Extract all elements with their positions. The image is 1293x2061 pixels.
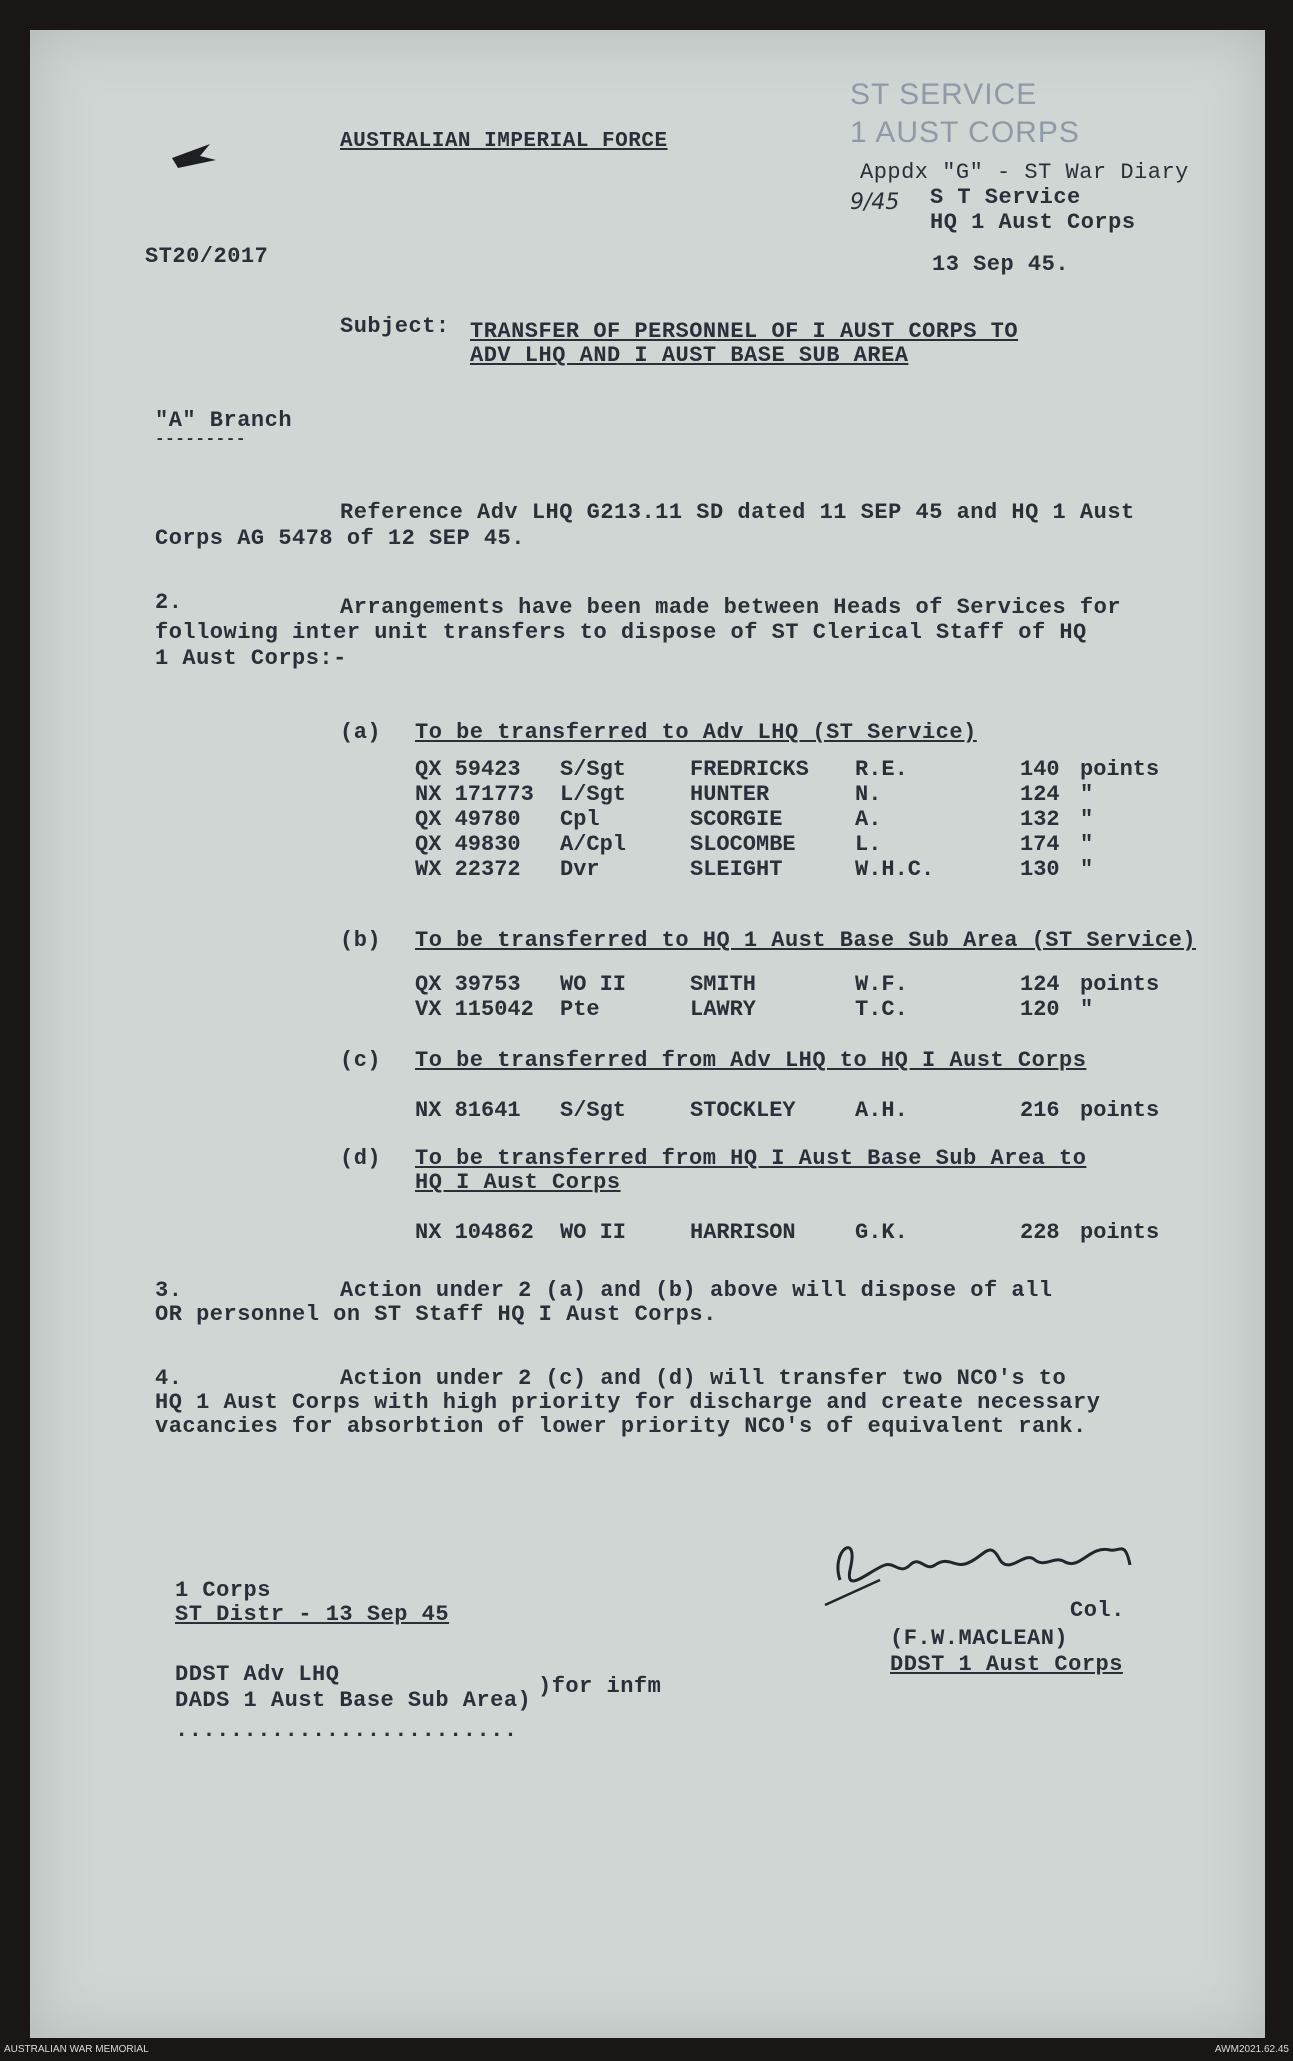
signatory-title: DDST 1 Aust Corps	[890, 1652, 1123, 1677]
subject-line-2: ADV LHQ AND I AUST BASE SUB AREA	[470, 343, 909, 368]
section-d-title-2: HQ I Aust Corps	[415, 1170, 621, 1195]
section-d-table	[415, 1220, 1159, 1245]
para1-line-2: Corps AG 5478 of 12 SEP 45.	[155, 526, 525, 551]
distribution-brace: )for infm	[538, 1674, 662, 1699]
para4-line-1: Action under 2 (c) and (d) will transfer two NCO's to	[340, 1366, 1067, 1391]
para3-line-2: OR personnel on ST Staff HQ I Aust Corps.	[155, 1302, 717, 1327]
section-d-title: To be transferred from HQ I Aust Base Sub Area to	[415, 1146, 1087, 1171]
para3-number: 3.	[155, 1278, 183, 1303]
branch-title: "A" Branch	[155, 408, 293, 433]
section-c-title: To be transferred from Adv LHQ to HQ I Aust Corps	[415, 1048, 1087, 1073]
section-d-label: (d)	[340, 1146, 382, 1171]
branch-underline: ---------	[155, 430, 246, 448]
table-row: NX 104862 WO II HARRISON G.K. 228 points	[415, 1220, 1160, 1245]
section-c-label: (c)	[340, 1048, 382, 1073]
reference-number: ST20/2017	[145, 244, 269, 269]
para1-line-1: Reference Adv LHQ G213.11 SD dated 11 SEP 45 and HQ 1 Aust	[340, 500, 1135, 525]
appendix-line-3: HQ 1 Aust Corps	[930, 210, 1136, 235]
appendix-handwritten: 9/45	[850, 190, 900, 215]
distribution-line-3: DDST Adv LHQ	[175, 1662, 340, 1687]
section-c-table	[415, 1098, 1159, 1123]
section-a-title: To be transferred to Adv LHQ (ST Service)	[415, 720, 977, 745]
signatory-name: (F.W.MACLEAN)	[890, 1626, 1069, 1651]
para4-line-3: vacancies for absorbtion of lower priority NCO's of equivalent rank.	[155, 1414, 1087, 1439]
para2-line-3: 1 Aust Corps:-	[155, 646, 347, 671]
table-row: WX 22372 Dvr SLEIGHT W.H.C. 130 "	[415, 857, 1094, 882]
stamp-line-1: ST SERVICE	[850, 78, 1038, 111]
table-row: QX 49830 A/Cpl SLOCOMBE L. 174 "	[415, 832, 1094, 857]
table-row: VX 115042 Pte LAWRY T.C. 120 "	[415, 997, 1094, 1022]
section-b-table	[415, 972, 1159, 1022]
stamp-line-2: 1 AUST CORPS	[850, 116, 1080, 149]
section-b-title: To be transferred to HQ 1 Aust Base Sub Area (ST Service)	[415, 928, 1197, 953]
distribution-line-2: ST Distr - 13 Sep 45	[175, 1602, 450, 1627]
table-row: QX 59423 S/Sgt FREDRICKS R.E. 140 points	[415, 757, 1160, 782]
signature-rank: Col.	[1070, 1598, 1125, 1623]
punch-mark-icon	[170, 138, 220, 174]
para2-line-2: following inter unit transfers to dispose of ST Clerical Staff of HQ	[155, 620, 1087, 645]
appendix-line-2: S T Service	[930, 185, 1081, 210]
subject-label: Subject:	[340, 314, 450, 339]
para4-line-2: HQ 1 Aust Corps with high priority for discharge and create necessary	[155, 1390, 1101, 1415]
table-row: QX 49780 Cpl SCORGIE A. 132 "	[415, 807, 1094, 832]
section-a-table	[415, 757, 1159, 882]
para3-line-1: Action under 2 (a) and (b) above will dispose of all	[340, 1278, 1053, 1303]
table-row: NX 81641 S/Sgt STOCKLEY A.H. 216 points	[415, 1098, 1160, 1123]
appendix-line-1: Appdx "G" - ST War Diary	[860, 160, 1189, 185]
distribution-dots: .........................	[175, 1718, 518, 1743]
para2-line-1: Arrangements have been made between Heads of Services for	[340, 595, 1122, 620]
document-page	[30, 30, 1265, 2038]
distribution-line-4: DADS 1 Aust Base Sub Area)	[175, 1688, 532, 1713]
table-row: QX 39753 WO II SMITH W.F. 124 points	[415, 972, 1160, 997]
section-a-label: (a)	[340, 720, 382, 745]
org-title: AUSTRALIAN IMPERIAL FORCE	[340, 130, 668, 153]
distribution-line-1: 1 Corps	[175, 1578, 271, 1603]
table-row: NX 171773 L/Sgt HUNTER N. 124 "	[415, 782, 1094, 807]
para4-number: 4.	[155, 1366, 183, 1391]
document-date: 13 Sep 45.	[932, 252, 1070, 277]
para2-number: 2.	[155, 590, 183, 615]
footer-left: AUSTRALIAN WAR MEMORIAL	[4, 2044, 149, 2055]
section-b-label: (b)	[340, 928, 382, 953]
subject-line-1: TRANSFER OF PERSONNEL OF I AUST CORPS TO	[470, 319, 1019, 344]
footer-right: AWM2021.62.45	[1214, 2044, 1289, 2055]
